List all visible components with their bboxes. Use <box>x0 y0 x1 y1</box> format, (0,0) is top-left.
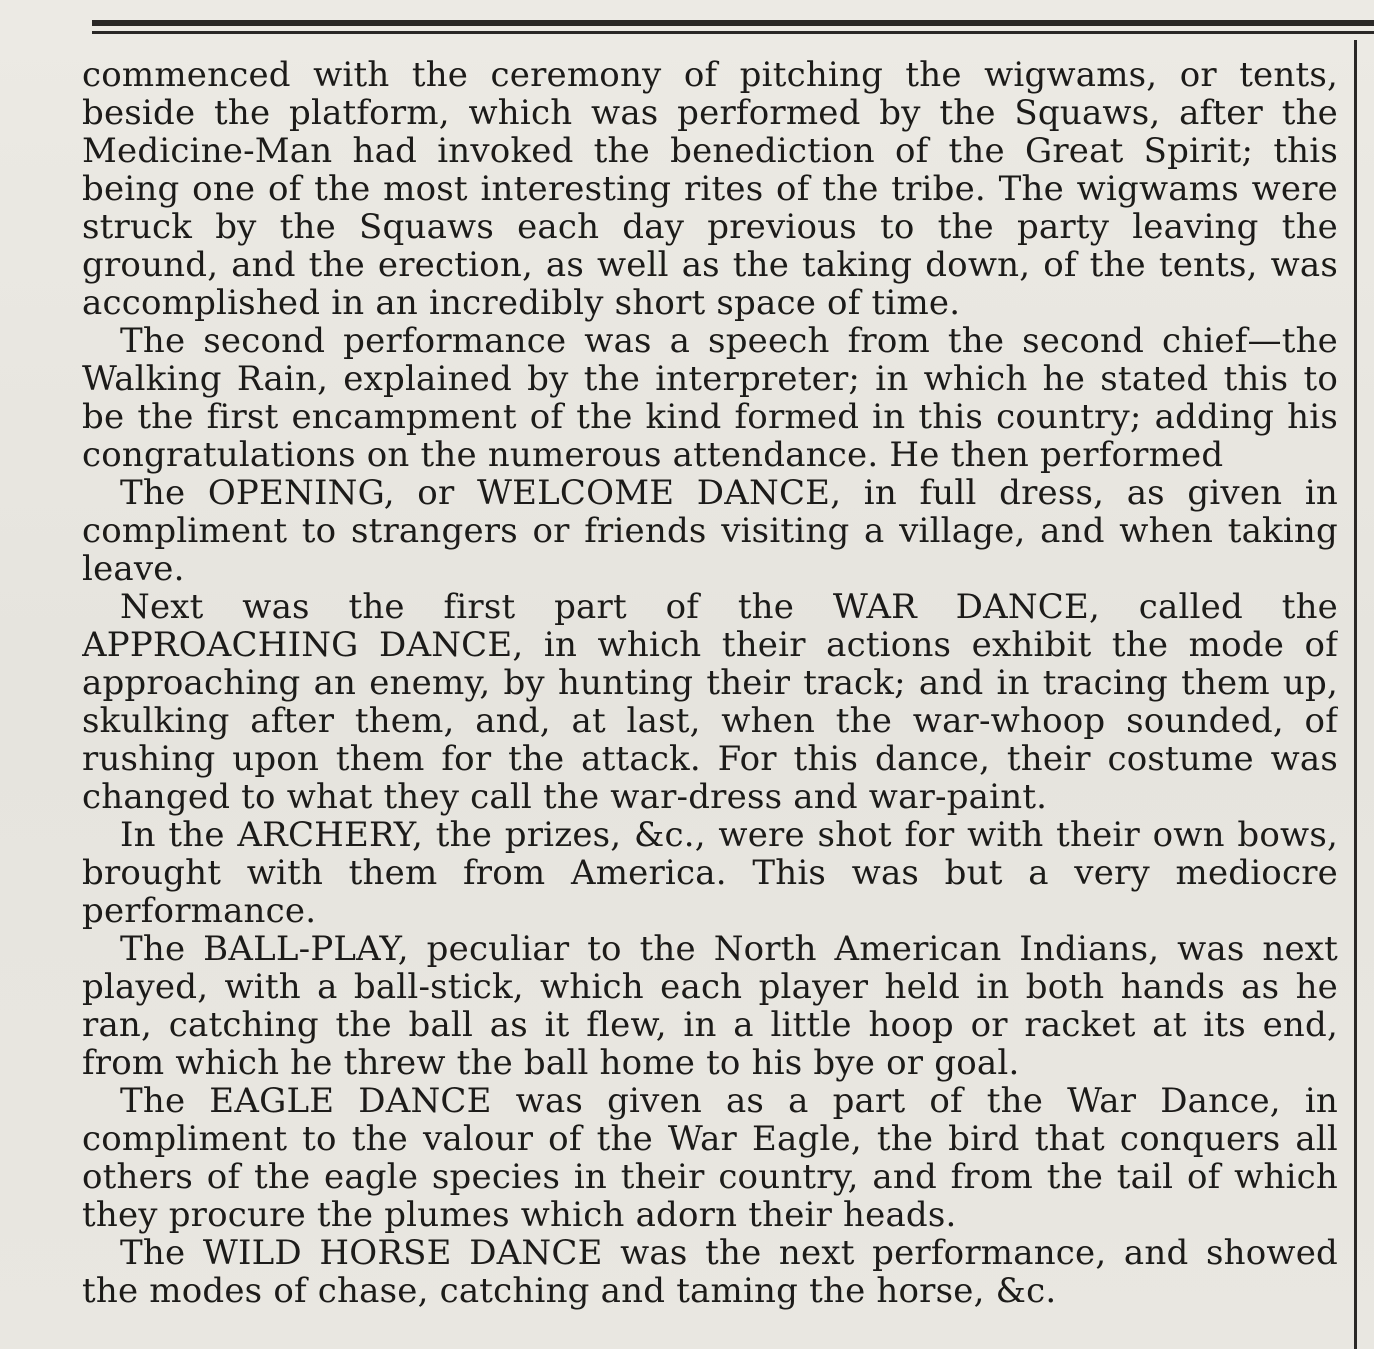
paragraph-ball-play: The BALL-PLAY, peculiar to the North American Indians, was next played, with a ball-stick, which each player held in both hands as he ran, catching the ball as it flew, in a little hoop or racket at its end, from which he threw the ball home to his bye or goal. <box>82 929 1338 1083</box>
paragraph-encampment: commenced with the ceremony of pitching the wigwams, or tents, beside the platform, which was performed by the Squaws, after the Medicine-Man had invoked the benediction of the Great Spirit; this being one of the most interesting rites of the tribe. The wigwams were struck by the Squaws each day previous to the party leaving the ground, and the erection, as well as the taking down, of the tents, was accomplished in an incredibly short space of time. <box>82 56 1338 323</box>
paragraph-eagle-dance: The EAGLE DANCE was given as a part of the War Dance, in compliment to the valour of the War Eagle, the bird that conquers all others of the eagle species in their country, and from the tail of which they procure the plumes which adorn their heads. <box>82 1081 1338 1235</box>
top-rule-thick <box>92 20 1374 26</box>
paragraph-wild-horse-dance: The WILD HORSE DANCE was the next performance, and showed the modes of chase, catching and taming the horse, &c. <box>82 1233 1338 1311</box>
paragraph-war-dance: Next was the first part of the WAR DANCE, called the APPROACHING DANCE, in which their actions exhibit the mode of approaching an enemy, by hunting their track; and in tracing them up, skulking after them, and, at last, when the war-whoop sounded, of rushing upon them for the attack. For this dance, their costume was changed to what they call the war-dress and war-paint. <box>82 587 1338 817</box>
article-column <box>82 56 1338 1346</box>
paragraph-archery: In the ARCHERY, the prizes, &c., were shot for with their own bows, brought with them from America. This was but a very mediocre performance. <box>82 815 1338 931</box>
column-rule-right <box>1354 40 1357 1349</box>
paragraph-speech: The second performance was a speech from the second chief—the Walking Rain, explained by the interpreter; in which he stated this to be the first encampment of the kind formed in this country; adding his congratulations on the numerous attendance. He then performed <box>82 321 1338 475</box>
top-rule-thin <box>92 31 1374 34</box>
paragraph-welcome-dance: The OPENING, or WELCOME DANCE, in full dress, as given in compliment to strangers or friends visiting a village, and when taking leave. <box>82 473 1338 589</box>
